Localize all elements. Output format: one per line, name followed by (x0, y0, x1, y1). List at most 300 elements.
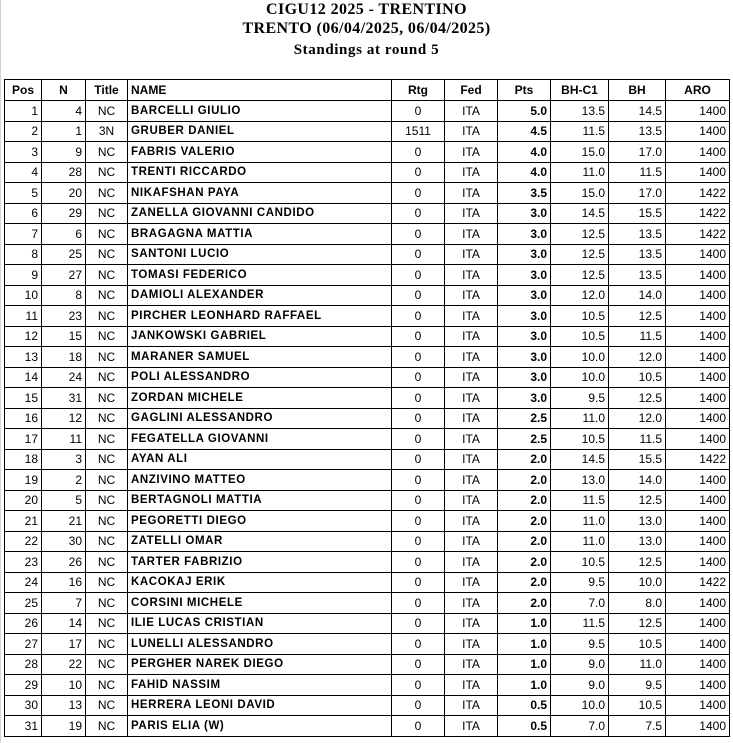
cell-federation: ITA (445, 449, 498, 470)
cell-n: 20 (42, 183, 86, 204)
cell-points: 3.0 (498, 306, 551, 327)
cell-player-name: BRAGAGNA MATTIA (128, 224, 392, 245)
header-row (5, 80, 730, 101)
cell-pos: 4 (5, 162, 42, 183)
cell-bh: 11.0 (609, 654, 666, 675)
cell-n: 13 (42, 695, 86, 716)
cell-aro: 1422 (666, 449, 730, 470)
col-header-bh: BH (609, 80, 666, 101)
cell-points: 1.0 (498, 675, 551, 696)
cell-n: 26 (42, 552, 86, 573)
table-row (5, 449, 730, 470)
cell-pos: 8 (5, 244, 42, 265)
cell-bh-c1: 10.5 (551, 429, 609, 450)
cell-pos: 11 (5, 306, 42, 327)
cell-title: NC (86, 101, 128, 122)
cell-rating: 0 (392, 142, 445, 163)
cell-pos: 20 (5, 490, 42, 511)
cell-points: 2.0 (498, 449, 551, 470)
cell-pos: 26 (5, 613, 42, 634)
cell-pos: 14 (5, 367, 42, 388)
cell-points: 2.0 (498, 531, 551, 552)
cell-player-name: HERRERA LEONI DAVID (128, 695, 392, 716)
cell-title: NC (86, 695, 128, 716)
cell-title: NC (86, 285, 128, 306)
table-row (5, 490, 730, 511)
cell-bh-c1: 11.0 (551, 511, 609, 532)
cell-rating: 0 (392, 388, 445, 409)
cell-points: 3.0 (498, 244, 551, 265)
cell-bh-c1: 11.5 (551, 490, 609, 511)
cell-rating: 0 (392, 183, 445, 204)
cell-points: 3.5 (498, 183, 551, 204)
cell-aro: 1400 (666, 552, 730, 573)
cell-federation: ITA (445, 572, 498, 593)
cell-title: NC (86, 449, 128, 470)
cell-points: 1.0 (498, 654, 551, 675)
cell-pos: 18 (5, 449, 42, 470)
cell-title: NC (86, 531, 128, 552)
cell-aro: 1400 (666, 347, 730, 368)
table-row (5, 162, 730, 183)
cell-rating: 0 (392, 470, 445, 491)
cell-bh-c1: 12.5 (551, 224, 609, 245)
cell-rating: 0 (392, 101, 445, 122)
cell-points: 1.0 (498, 613, 551, 634)
cell-rating: 0 (392, 552, 445, 573)
cell-aro: 1400 (666, 654, 730, 675)
standings-header (5, 80, 730, 101)
col-header-pos: Pos (5, 80, 42, 101)
cell-bh-c1: 7.0 (551, 593, 609, 614)
cell-pos: 25 (5, 593, 42, 614)
cell-player-name: TOMASI FEDERICO (128, 265, 392, 286)
table-row (5, 121, 730, 142)
cell-points: 3.0 (498, 367, 551, 388)
cell-player-name: TRENTI RICCARDO (128, 162, 392, 183)
col-header-name: NAME (128, 80, 392, 101)
cell-n: 27 (42, 265, 86, 286)
cell-pos: 17 (5, 429, 42, 450)
cell-bh-c1: 10.5 (551, 306, 609, 327)
cell-player-name: ZORDAN MICHELE (128, 388, 392, 409)
cell-bh-c1: 9.0 (551, 675, 609, 696)
cell-n: 30 (42, 531, 86, 552)
table-row (5, 593, 730, 614)
cell-bh: 14.0 (609, 470, 666, 491)
cell-aro: 1400 (666, 716, 730, 737)
cell-rating: 0 (392, 326, 445, 347)
cell-bh-c1: 10.0 (551, 347, 609, 368)
table-row (5, 429, 730, 450)
cell-title: NC (86, 326, 128, 347)
cell-bh: 15.5 (609, 203, 666, 224)
cell-rating: 0 (392, 716, 445, 737)
cell-n: 25 (42, 244, 86, 265)
cell-bh: 12.0 (609, 408, 666, 429)
cell-n: 31 (42, 388, 86, 409)
tournament-title: CIGU12 2025 - TRENTINO (266, 1, 467, 18)
cell-aro: 1400 (666, 613, 730, 634)
cell-points: 2.0 (498, 511, 551, 532)
cell-player-name: DAMIOLI ALEXANDER (128, 285, 392, 306)
cell-points: 3.0 (498, 388, 551, 409)
table-row (5, 306, 730, 327)
cell-title: NC (86, 675, 128, 696)
cell-title: NC (86, 408, 128, 429)
cell-points: 4.0 (498, 142, 551, 163)
cell-bh: 7.5 (609, 716, 666, 737)
cell-title: NC (86, 429, 128, 450)
cell-aro: 1400 (666, 265, 730, 286)
cell-n: 7 (42, 593, 86, 614)
cell-federation: ITA (445, 675, 498, 696)
col-header-aro: ARO (666, 80, 730, 101)
cell-rating: 0 (392, 572, 445, 593)
cell-federation: ITA (445, 203, 498, 224)
cell-aro: 1400 (666, 634, 730, 655)
cell-player-name: ILIE LUCAS CRISTIAN (128, 613, 392, 634)
cell-n: 1 (42, 121, 86, 142)
cell-bh-c1: 9.0 (551, 654, 609, 675)
cell-title: NC (86, 265, 128, 286)
cell-federation: ITA (445, 142, 498, 163)
cell-federation: ITA (445, 388, 498, 409)
tournament-location-dates: TRENTO (06/04/2025, 06/04/2025) (242, 20, 491, 37)
cell-rating: 1511 (392, 121, 445, 142)
cell-aro: 1400 (666, 162, 730, 183)
cell-bh: 10.5 (609, 634, 666, 655)
cell-bh: 11.5 (609, 326, 666, 347)
cell-rating: 0 (392, 367, 445, 388)
cell-federation: ITA (445, 306, 498, 327)
cell-aro: 1400 (666, 142, 730, 163)
cell-title: NC (86, 306, 128, 327)
cell-title: NC (86, 244, 128, 265)
table-row (5, 716, 730, 737)
cell-aro: 1400 (666, 121, 730, 142)
cell-title: 3N (86, 121, 128, 142)
cell-bh-c1: 9.5 (551, 388, 609, 409)
cell-n: 21 (42, 511, 86, 532)
cell-federation: ITA (445, 695, 498, 716)
cell-n: 14 (42, 613, 86, 634)
cell-pos: 29 (5, 675, 42, 696)
cell-bh-c1: 11.5 (551, 613, 609, 634)
cell-n: 17 (42, 634, 86, 655)
table-row (5, 695, 730, 716)
cell-federation: ITA (445, 244, 498, 265)
standings-body (5, 101, 730, 737)
cell-title: NC (86, 654, 128, 675)
cell-n: 23 (42, 306, 86, 327)
cell-bh-c1: 13.0 (551, 470, 609, 491)
cell-aro: 1400 (666, 326, 730, 347)
cell-bh: 13.5 (609, 121, 666, 142)
cell-points: 2.0 (498, 572, 551, 593)
cell-aro: 1400 (666, 408, 730, 429)
cell-player-name: FABRIS VALERIO (128, 142, 392, 163)
table-row (5, 285, 730, 306)
cell-bh-c1: 11.5 (551, 121, 609, 142)
col-header-n: N (42, 80, 86, 101)
cell-points: 3.0 (498, 285, 551, 306)
cell-rating: 0 (392, 593, 445, 614)
cell-federation: ITA (445, 654, 498, 675)
cell-points: 0.5 (498, 716, 551, 737)
table-row (5, 203, 730, 224)
cell-bh: 12.5 (609, 388, 666, 409)
cell-bh-c1: 10.5 (551, 326, 609, 347)
cell-pos: 1 (5, 101, 42, 122)
cell-federation: ITA (445, 285, 498, 306)
table-row (5, 142, 730, 163)
cell-rating: 0 (392, 244, 445, 265)
table-row (5, 388, 730, 409)
cell-title: NC (86, 716, 128, 737)
cell-title: NC (86, 224, 128, 245)
cell-points: 2.5 (498, 429, 551, 450)
cell-player-name: FEGATELLA GIOVANNI (128, 429, 392, 450)
cell-bh: 17.0 (609, 183, 666, 204)
cell-n: 11 (42, 429, 86, 450)
cell-points: 1.0 (498, 634, 551, 655)
cell-points: 0.5 (498, 695, 551, 716)
cell-rating: 0 (392, 634, 445, 655)
cell-bh: 11.5 (609, 162, 666, 183)
cell-federation: ITA (445, 716, 498, 737)
cell-bh: 13.5 (609, 265, 666, 286)
col-header-rtg: Rtg (392, 80, 445, 101)
cell-rating: 0 (392, 490, 445, 511)
cell-player-name: PARIS ELIA (W) (128, 716, 392, 737)
cell-points: 2.0 (498, 490, 551, 511)
cell-federation: ITA (445, 490, 498, 511)
cell-n: 29 (42, 203, 86, 224)
table-row (5, 572, 730, 593)
cell-bh-c1: 10.0 (551, 695, 609, 716)
page-left-border (0, 0, 1, 743)
cell-aro: 1400 (666, 367, 730, 388)
cell-federation: ITA (445, 531, 498, 552)
cell-player-name: LUNELLI ALESSANDRO (128, 634, 392, 655)
cell-federation: ITA (445, 634, 498, 655)
cell-n: 16 (42, 572, 86, 593)
cell-player-name: BERTAGNOLI MATTIA (128, 490, 392, 511)
cell-title: NC (86, 511, 128, 532)
cell-bh: 12.5 (609, 490, 666, 511)
cell-bh: 9.5 (609, 675, 666, 696)
cell-federation: ITA (445, 101, 498, 122)
cell-pos: 24 (5, 572, 42, 593)
cell-player-name: GRUBER DANIEL (128, 121, 392, 142)
cell-federation: ITA (445, 429, 498, 450)
cell-federation: ITA (445, 224, 498, 245)
cell-title: NC (86, 142, 128, 163)
cell-pos: 10 (5, 285, 42, 306)
cell-points: 4.5 (498, 121, 551, 142)
cell-aro: 1422 (666, 572, 730, 593)
cell-bh-c1: 13.5 (551, 101, 609, 122)
cell-bh-c1: 11.0 (551, 162, 609, 183)
cell-n: 10 (42, 675, 86, 696)
cell-bh-c1: 10.5 (551, 552, 609, 573)
cell-pos: 3 (5, 142, 42, 163)
col-header-bh-c1: BH-C1 (551, 80, 609, 101)
table-row (5, 367, 730, 388)
cell-title: NC (86, 203, 128, 224)
cell-rating: 0 (392, 675, 445, 696)
table-row (5, 511, 730, 532)
table-row (5, 634, 730, 655)
standings-table (4, 79, 730, 737)
cell-player-name: GAGLINI ALESSANDRO (128, 408, 392, 429)
cell-points: 2.5 (498, 408, 551, 429)
cell-federation: ITA (445, 470, 498, 491)
cell-bh: 12.0 (609, 347, 666, 368)
cell-pos: 19 (5, 470, 42, 491)
cell-rating: 0 (392, 265, 445, 286)
cell-player-name: BARCELLI GIULIO (128, 101, 392, 122)
cell-federation: ITA (445, 162, 498, 183)
cell-title: NC (86, 634, 128, 655)
cell-rating: 0 (392, 695, 445, 716)
cell-aro: 1400 (666, 531, 730, 552)
cell-player-name: NIKAFSHAN PAYA (128, 183, 392, 204)
table-row (5, 265, 730, 286)
cell-n: 28 (42, 162, 86, 183)
cell-points: 3.0 (498, 203, 551, 224)
cell-bh: 8.0 (609, 593, 666, 614)
cell-federation: ITA (445, 552, 498, 573)
cell-player-name: ANZIVINO MATTEO (128, 470, 392, 491)
cell-pos: 15 (5, 388, 42, 409)
cell-aro: 1400 (666, 675, 730, 696)
cell-aro: 1400 (666, 285, 730, 306)
table-row (5, 531, 730, 552)
cell-bh: 13.0 (609, 531, 666, 552)
cell-bh: 10.5 (609, 695, 666, 716)
cell-rating: 0 (392, 224, 445, 245)
cell-rating: 0 (392, 347, 445, 368)
cell-title: NC (86, 470, 128, 491)
cell-bh: 13.0 (609, 511, 666, 532)
cell-bh-c1: 7.0 (551, 716, 609, 737)
cell-player-name: POLI ALESSANDRO (128, 367, 392, 388)
cell-player-name: TARTER FABRIZIO (128, 552, 392, 573)
cell-aro: 1400 (666, 388, 730, 409)
cell-pos: 28 (5, 654, 42, 675)
cell-rating: 0 (392, 306, 445, 327)
table-row (5, 408, 730, 429)
col-header-fed: Fed (445, 80, 498, 101)
cell-title: NC (86, 183, 128, 204)
cell-points: 2.0 (498, 552, 551, 573)
cell-aro: 1400 (666, 429, 730, 450)
cell-points: 2.0 (498, 593, 551, 614)
cell-pos: 13 (5, 347, 42, 368)
cell-title: NC (86, 572, 128, 593)
cell-federation: ITA (445, 326, 498, 347)
cell-aro: 1422 (666, 224, 730, 245)
cell-rating: 0 (392, 162, 445, 183)
cell-rating: 0 (392, 285, 445, 306)
cell-bh: 12.5 (609, 613, 666, 634)
cell-aro: 1400 (666, 593, 730, 614)
cell-title: NC (86, 490, 128, 511)
table-row (5, 326, 730, 347)
cell-player-name: PEGORETTI DIEGO (128, 511, 392, 532)
cell-federation: ITA (445, 593, 498, 614)
cell-federation: ITA (445, 511, 498, 532)
cell-bh: 17.0 (609, 142, 666, 163)
cell-n: 5 (42, 490, 86, 511)
cell-title: NC (86, 552, 128, 573)
table-row (5, 244, 730, 265)
cell-federation: ITA (445, 183, 498, 204)
cell-bh-c1: 11.0 (551, 408, 609, 429)
cell-pos: 7 (5, 224, 42, 245)
cell-bh: 12.5 (609, 306, 666, 327)
cell-aro: 1422 (666, 183, 730, 204)
table-row (5, 470, 730, 491)
cell-bh: 11.5 (609, 429, 666, 450)
table-row (5, 613, 730, 634)
cell-bh: 12.5 (609, 552, 666, 573)
cell-n: 4 (42, 101, 86, 122)
cell-pos: 5 (5, 183, 42, 204)
cell-bh-c1: 12.0 (551, 285, 609, 306)
cell-bh-c1: 9.5 (551, 634, 609, 655)
cell-pos: 9 (5, 265, 42, 286)
table-row (5, 552, 730, 573)
cell-pos: 30 (5, 695, 42, 716)
cell-player-name: FAHID NASSIM (128, 675, 392, 696)
cell-aro: 1400 (666, 470, 730, 491)
cell-bh-c1: 11.0 (551, 531, 609, 552)
cell-rating: 0 (392, 429, 445, 450)
cell-bh-c1: 15.0 (551, 183, 609, 204)
cell-points: 3.0 (498, 326, 551, 347)
cell-bh: 14.0 (609, 285, 666, 306)
table-row (5, 101, 730, 122)
cell-n: 9 (42, 142, 86, 163)
cell-n: 3 (42, 449, 86, 470)
cell-points: 2.0 (498, 470, 551, 491)
cell-title: NC (86, 613, 128, 634)
cell-bh: 14.5 (609, 101, 666, 122)
cell-federation: ITA (445, 408, 498, 429)
cell-pos: 21 (5, 511, 42, 532)
cell-bh-c1: 9.5 (551, 572, 609, 593)
cell-pos: 12 (5, 326, 42, 347)
cell-player-name: JANKOWSKI GABRIEL (128, 326, 392, 347)
cell-player-name: PERGHER NAREK DIEGO (128, 654, 392, 675)
cell-rating: 0 (392, 531, 445, 552)
cell-bh: 15.5 (609, 449, 666, 470)
cell-rating: 0 (392, 203, 445, 224)
cell-aro: 1400 (666, 101, 730, 122)
cell-bh: 13.5 (609, 224, 666, 245)
cell-n: 18 (42, 347, 86, 368)
cell-federation: ITA (445, 613, 498, 634)
cell-bh-c1: 14.5 (551, 449, 609, 470)
cell-aro: 1400 (666, 511, 730, 532)
cell-points: 3.0 (498, 265, 551, 286)
cell-federation: ITA (445, 347, 498, 368)
col-header-pts: Pts (498, 80, 551, 101)
cell-player-name: ZANELLA GIOVANNI CANDIDO (128, 203, 392, 224)
